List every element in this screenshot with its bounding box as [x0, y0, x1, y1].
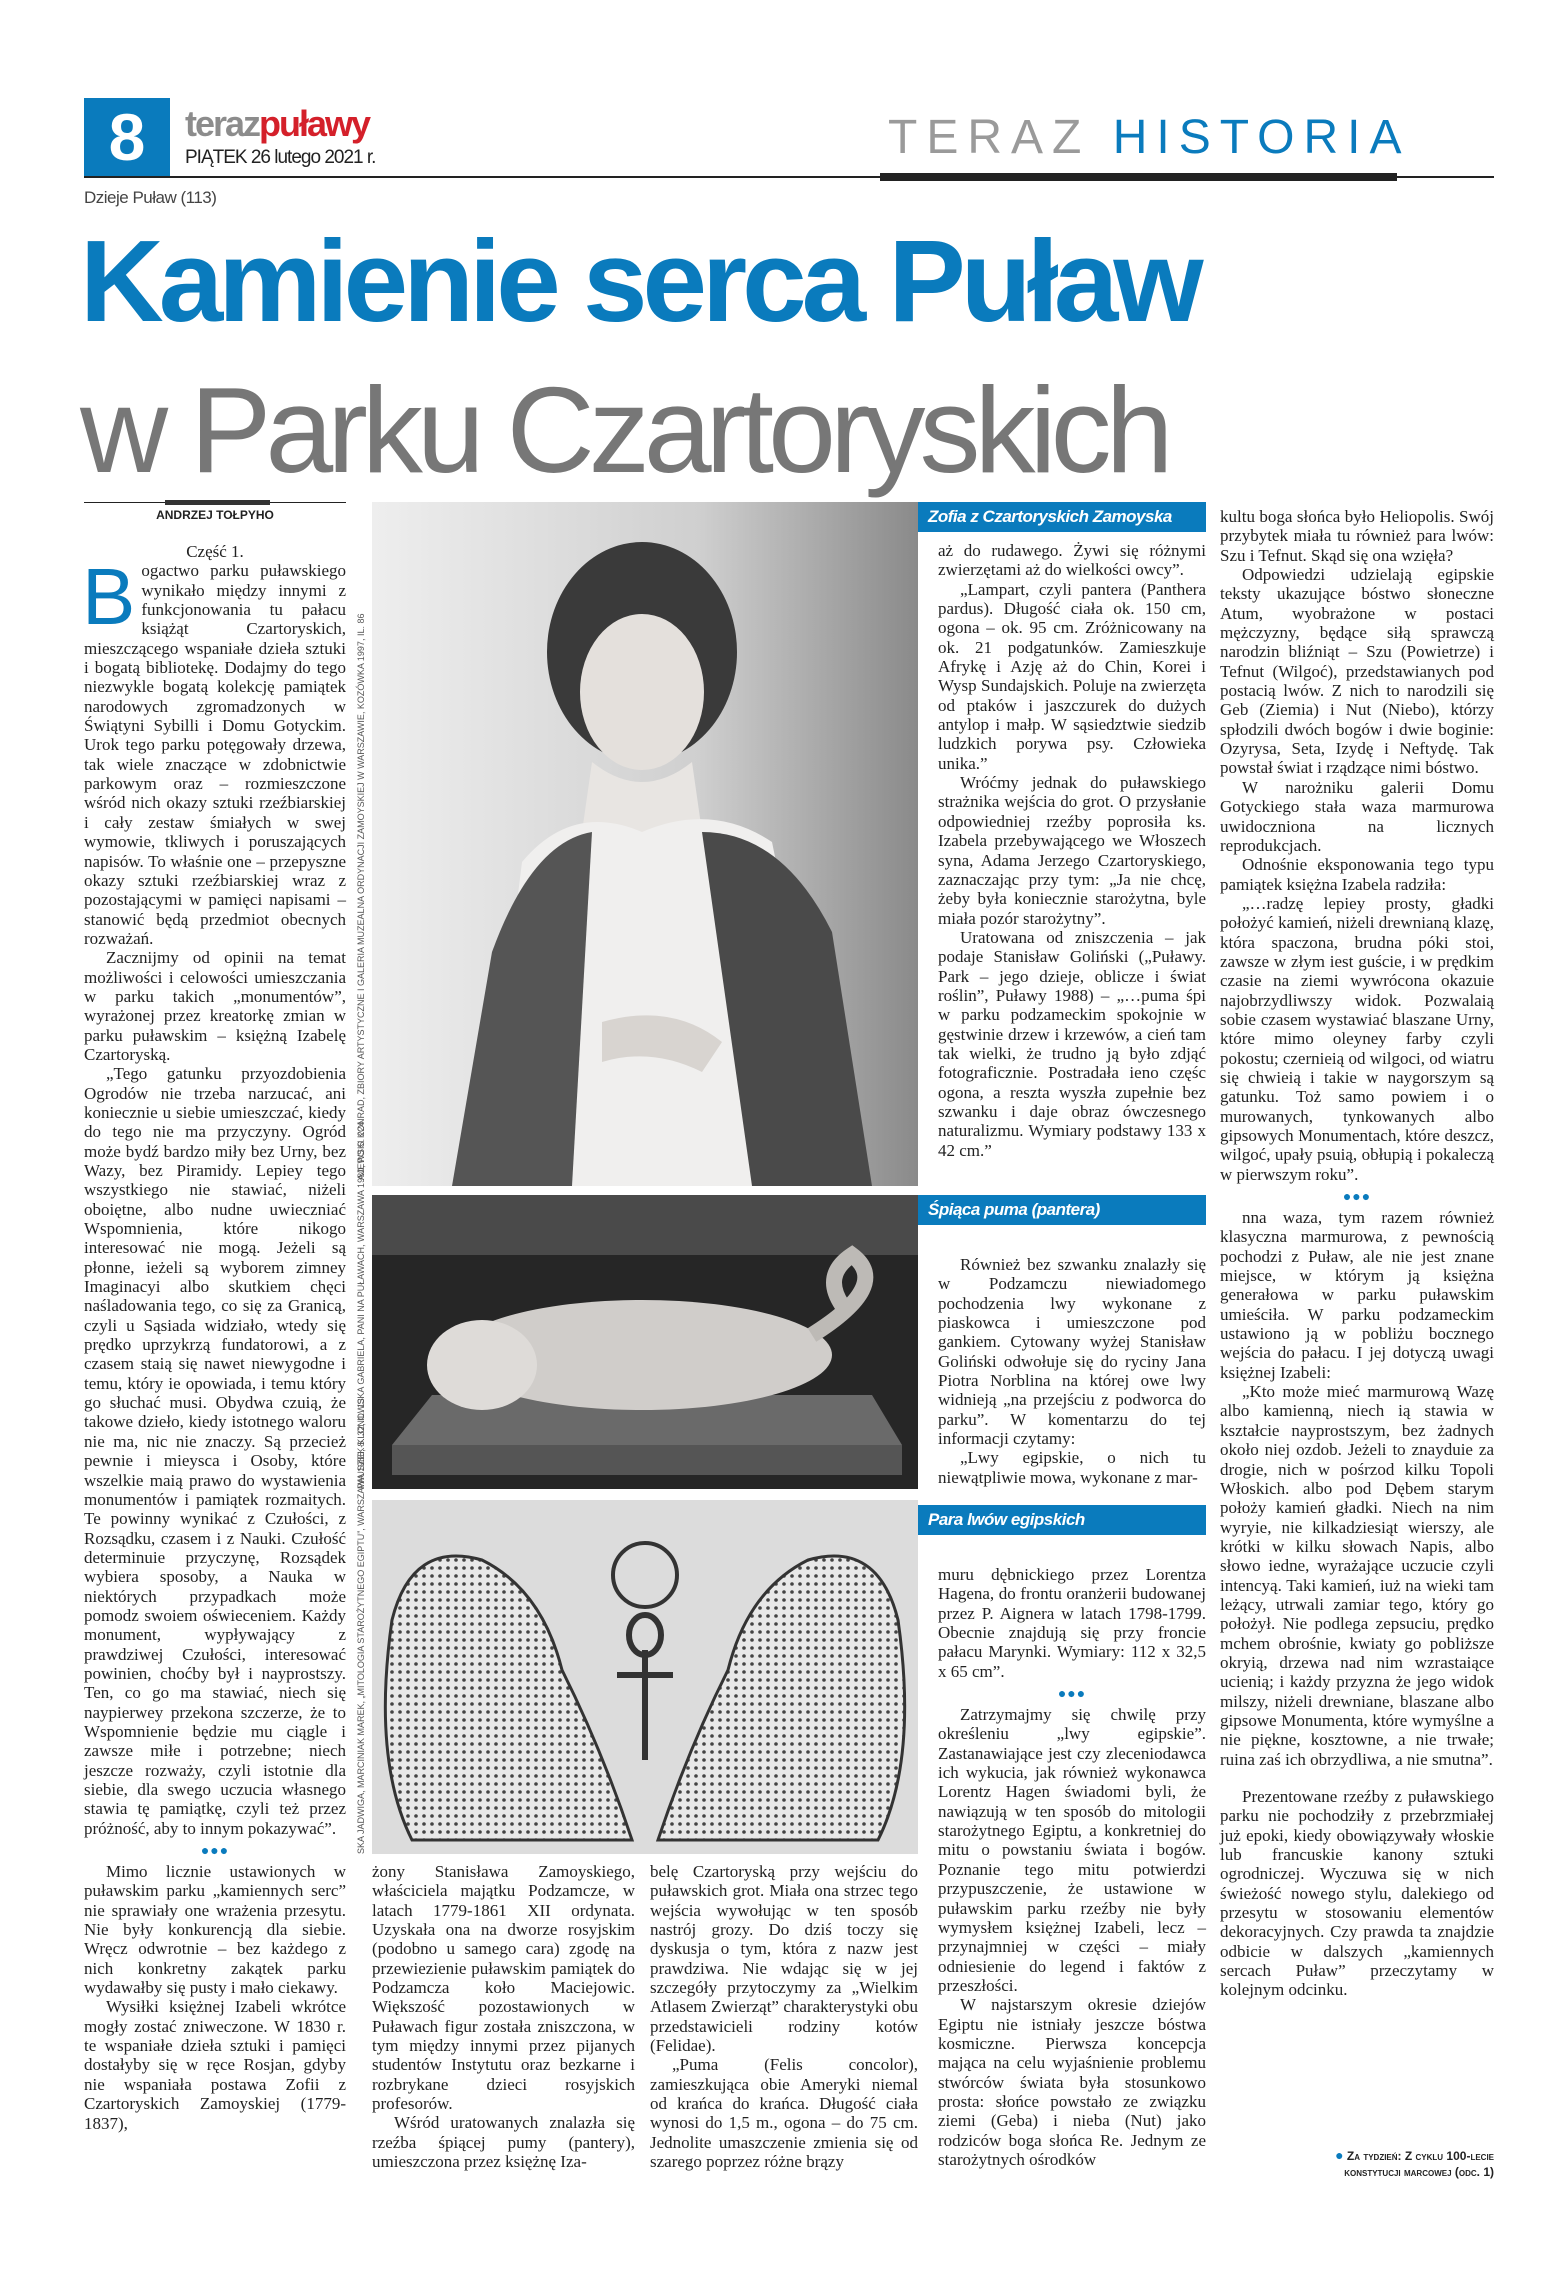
quote-paragraph: „…radzę lepiey prosty, gładki położyć kamień, niżeli drewnianą klazę, która spaczona, brudna póki stoi, zawsze w złym iest guście, i w prędkim czasie na ziemi wywrócona okazuie najobrzydliwszy widok. Pozwalaią sobie czasem wystawiać blaszane Urny, które mimo oleyney farby czyli pokostu; czernieią od wilgoci, od wiatru się chwieią i takie w naygorszym są gatunku. Toż samo powiem i o murowanych, tynkowanych albo gipsowych Monumentach, które deszcz, wilgoć, upały psuią, obłupią i pokaleczą w pierwszym roku”.	[1220, 893, 1494, 1184]
paragraph: kultu boga słońca było Heliopolis. Swój przybytek miała tu również para lwów: Szu i Tefnut. Skąd się ona wzięła?	[1220, 507, 1494, 565]
article-column-2b	[650, 1862, 918, 2172]
article-column-1	[84, 542, 346, 2133]
paragraph: Zatrzymajmy się chwilę przy określeniu „lwy egipskie”. Zastanawiające jest czy zleceniodawca ich wykucia, jak również wykonawca Lorentz Hagen świadomi byli, że nawiązują w ten sposób do mitologii starożytnego Egiptu, a konkretniej do mitu o powstaniu świata i bogów. Poznanie tego mitu potwierdzi przypuszczenie, że ustawione w puławskim parku rzeźby nie były wymysłem księżnej Izabeli, lecz – przynajmniej w części – miały odniesienie do legend i faktów z przeszłości.	[938, 1705, 1206, 1995]
portrait-image	[372, 502, 918, 1186]
puma-illustration	[372, 1195, 918, 1489]
teaser-line-1: Za tydzień: Z cyklu 100-lecie	[1346, 2149, 1494, 2163]
byline-bar	[165, 500, 270, 505]
newspaper-logo	[185, 104, 369, 144]
portrait-illustration	[372, 502, 918, 1186]
puma-image	[372, 1195, 918, 1489]
section-separator: ●●●	[1057, 1685, 1087, 1702]
image-caption: Para lwów egipskich	[918, 1505, 1206, 1535]
egyptian-lions-image	[372, 1500, 918, 1854]
image-credit: PAUSZEK-KLONOWSKA GABRIELA, PANI NA PUŁAWACH, WARSZAWA 1980, PO S. 224	[356, 1121, 366, 1489]
article-column-3-top	[938, 541, 1206, 1160]
paragraph: aż do rudawego. Żywi się różnymi zwierzętami aż do wielkości owcy”.	[938, 541, 1206, 580]
image-credit: AJEWSKI KONRAD, ZBIORY ARTYSTYCZNE I GALERIA MUZEALNA ORDYNACJI ZAMOYSKIEJ W WARSZAWIE, KOZÓWKA 1997, IL. 86	[356, 613, 366, 1180]
page-number: 8	[84, 98, 170, 176]
image-credit: SKA JADWIGA, MARCINIAK MAREK, „MITOLOGIA STAROŻYTNEGO EGIPTU”, WARSZAWA 1986, S. 32, IL. 13	[356, 1398, 366, 1854]
article-column-4	[1220, 507, 1494, 2000]
teaser-line-2: konstytucji marcowej (odc. 1)	[1344, 2165, 1494, 2179]
paragraph: Zacznijmy od opinii na temat możliwości i celowości umieszczania w parku takich „monumentów”, wyrażonej przez kreatorkę zmian w parku puławskim – księżną Izabelę Czartoryską.	[84, 948, 346, 1064]
drop-cap: B	[82, 552, 136, 642]
closing-paragraph: Prezentowane rzeźby z puławskiego parku nie pochodziły z przebrzmiałej już epoki, kiedy obowiązywały włoskie lub francuskie kanony sztuki ogrodniczej. Wyczuwa się w nich świeżość nowego stylu, dalekiego od przesytu w stosowaniu elementów dekoracyjnych. Czy prawda ta znajdzie odbicie w dalszych „kamiennych sercach Puław” przeczytamy w kolejnym odcinku.	[1220, 1787, 1494, 2000]
paragraph: żony Stanisława Zamoyskiego, właściciela majątku Podzamcze, w latach 1779-1861 XII ordynata. Uzyskała ona na dworze rosyjskim (podobno u samego cara) zgodę na przewiezienie puławskim pamiątek do Podzamcza koło Maciejowic. Większość pozostawionych w Puławach figur została zniszczona, w tym między innymi przez pijanych studentów Instytutu oraz bezkarne i rozbrykane dzieci rosyjskich profesorów.	[372, 1862, 635, 2114]
article-title: Kamienie serca Puław	[80, 216, 1199, 346]
section-separator: ●●●	[200, 1842, 230, 1859]
paragraph: „Lampart, czyli pantera (Panthera pardus). Długość ciała ok. 150 cm, ogona – ok. 95 cm. Zróżnicowany na ok. 21 podgatunków. Zamieszkuje Afrykę i Azję aż do Chin, Korei i Wysp Sundajskich. Poluje na zwierzęta od ptaków i jaszczurek do dużych antylop i małp. W sąsiedztwie siedzib ludzkich porywa psy. Człowieka unika.”	[938, 579, 1206, 773]
article-column-2	[372, 1862, 635, 2172]
image-caption: Zofia z Czartoryskich Zamoyska	[918, 502, 1206, 532]
paragraph: belę Czartoryską przy wejściu do puławskich grot. Miała ona strzec tego wejścia wywołując w ten sposób nastrój grozy. Do dziś toczy się dyskusja o tym, która z nazw jest prawdziwa. Nie wdając się w jej szczegóły przytoczymy za „Wielkim Atlasem Zwierząt” charakterystyki obu przedstawicieli rodziny kotów (Felidae).	[650, 1862, 918, 2056]
paragraph: nna waza, tym razem również klasyczna marmurowa, z pewnością pochodzi z Puław, ale nie jest znane miejsce, w którym ją księżna generałowa w parku puławskim umieściła. W parku podzameckim ustawiono ją w pobliżu bocznego wejścia do pałacu. I jej dotyczą uwagi księżnej Izabeli:	[1220, 1208, 1494, 1382]
paragraph: Mimo licznie ustawionych w puławskim parku „kamiennych serc” nie sprawiały one wrażenia przesytu. Nie były konkurencją dla siebie. Wręcz odwrotnie – bez każdego z nich konkretny zakątek parku wydawałby się pusty i mało ciekawy.	[84, 1862, 346, 1998]
article-subtitle: w Parku Czartoryskich	[80, 362, 1168, 498]
next-week-teaser	[1335, 2147, 1494, 2180]
paragraph: Odnośnie eksponowania tego typu pamiątek księżna Izabela radziła:	[1220, 855, 1494, 894]
section-title	[888, 110, 1411, 166]
lions-illustration	[372, 1500, 918, 1854]
author-byline: ANDRZEJ TOŁPYHO	[156, 508, 274, 522]
quote-paragraph: „Tego gatunku przyozdobienia Ogrodów nie trzeba narzucać, ani koniecznie u siebie umieszczać, kiedy do tego nie ma przyczyny. Ogród może bydź bardzo miły bez Urny, bez Wazy, bez Piramidy. Lepiey tego wszystkiego nie stawiać, niżeli oboiętne, albo nudne uwieczniać Wspomnienia, które nikogo interesować nie mogą. Jeżeli są płonne, ieżeli są wyborem zimney Imaginacyi albo skutkiem chęci naśladowania tego, co się za Granicą, czyli u Sąsiada widziało, wtedy się prędko uprzykrzą fundatorowi, a z czasem staią się nawet niewygodne i temu, który ie opowiada, i temu który go słuchać musi. Obydwa czuią, że takowe dzieło, kiedy istotnego waloru nie ma, nic nie znaczy. Są przecież pewnie i mieysca i Osoby, które wszelkie maią prawo do wystawienia monumentów i pamiątek rozmaitych. Te powinny wynikać z Czułości, z Rozsądku, czasem i z Nauki. Czułość determinuie przyczynę, Rozsądek wybiera sposoby, a Nauka w niektórych przypadkach może pomodz swoiem oświeceniem. Każdy monument, wypływający z prawdziwej Czułości, interesować powinien, choćby był i nayprostszy. Ten, co go ma stawiać, niech się naypierwey przekona szczerze, że to Wspomnienie będzie mu ciągle i zawsze miłe i potrzebne; niech jeszcze rozważy, czyli istotnie dla siebie, dla swego uczucia własnego stawia tę pamiątkę, czyli też przez próżność, aby to innym pokazywać”.	[84, 1064, 346, 1838]
paragraph: Uratowana od zniszczenia – jak podaje Stanisław Goliński („Puławy. Park – jego dzieje, oblicze i świat roślin”, Puławy 1988) – „…puma śpi w parku podzameckim spokojnie w gęstwinie drzew i krzewów, a cień tam tak wielki, że trudno ją było zdjąć fotograficznie. Postradała ieno częśc ogona, a reszta wyszła zupełnie bez szwanku i daje obraz ówczesnego naturalizmu. Wymiary podstawy 133 x 42 cm.”	[938, 927, 1206, 1160]
article-column-3-bottom	[938, 1565, 1206, 2169]
paragraph: muru dębnickiego przez Lorentza Hagena, do frontu oranżerii budowanej przez P. Aignera w latach 1798-1799. Obecnie znajdują się przy froncie pałacu Marynki. Wymiary: 112 x 32,5 x 65 cm”.	[938, 1565, 1206, 1681]
paragraph: W narożniku galerii Domu Gotyckiego stała waza marmurowa uwidoczniona na licznych reprodukcjach.	[1220, 777, 1494, 855]
series-kicker: Dzieje Puław (113)	[84, 188, 217, 207]
section-underline	[880, 173, 1397, 181]
logo-part-pulawy: puławy	[259, 103, 370, 144]
paragraph: Wróćmy jednak do puławskiego strażnika wejścia do grot. O przysłanie odpowiedniej rzeźby poprosiła ks. Izabela przebywającego we Włoszech syna, Adama Jerzego Czartoryskiego, zaznaczając przy tym: „Ja nie chcę, żeby była koniecznie starożytna, byle miała pozór starożytny”.	[938, 773, 1206, 928]
section-separator: ●●●	[1342, 1188, 1372, 1205]
section-title-teraz: TERAZ	[888, 111, 1091, 164]
lead-paragraph	[82, 552, 346, 948]
part-label: Część 1.	[186, 542, 244, 561]
paragraph: W najstarszym okresie dziejów Egiptu nie istniały jeszcze bóstwa kosmiczne. Pierwsza koncepcja mająca na celu wyjaśnienie problemu stwórców świata była stosunkowo prosta: słońce powstało ze związku ziemi (Geba) i nieba (Nut) jako rodziców boga słońca Re. Jednym ze starożytnych ośrodków	[938, 1995, 1206, 2169]
bullet-icon: ●	[1335, 2147, 1344, 2163]
paragraph: Również bez szwanku znalazły się w Podzamczu niewiadomego pochodzenia lwy wykonane z piaskowca i umieszczone pod gankiem. Cytowany wyżej Stanisław Goliński odwołuje się do ryciny Jana Piotra Norblina na której owe lwy widnieją „na przejściu z podworca do parku”. W komentarzu do tej informacji czytamy:	[938, 1255, 1206, 1449]
paragraph: Wśród uratowanych znalazła się rzeźba śpiącej pumy (pantery), umieszczona przez księżnę Iza-	[372, 2113, 635, 2172]
paragraph: „Lwy egipskie, o nich tu niewątpliwie mowa, wykonane z mar-	[938, 1448, 1206, 1487]
paragraph: „Puma (Felis concolor), zamieszkująca obie Ameryki niemal od krańca do krańca. Długość ciała wynosi do 1,5 m., ogona – do 75 cm. Jednolite umaszczenie zmienia się od szarego poprzez różne brązy	[650, 2055, 918, 2172]
article-column-3-middle	[938, 1255, 1206, 1487]
issue-date: PIĄTEK 26 lutego 2021 r.	[185, 147, 376, 168]
quote-paragraph: „Kto może mieć marmurową Wazę albo kamienną, niech ią stawia w kształcie nayprostszym, bez żadnych około niej ozdob. Jeżeli to znayduie za drogie, nich w pośrzod kilku Topoli Włoskich. albo pod Dębem starym położy kamień gładki. Niech na nim wyryie, nie kilkadziesiąt wierszy, ale krótki w kilku słowach Napis, albo słowo iedne, wyrażające uczucie czyli intencyą. Taki kamień, iuż na wieki tam leżący, utrwali zamiar tego, który go położył. Nie podlega zepsuciu, prędko mchem obrośnie, kwiaty go pobliższe okryią, drzewa nad nim wzrastaiące ucienią; i każdy przyzna że jego widok milszy, niżeli drewniane, blaszane albo gipsowe Monumenta, które wymyślne a nie piękne, kosztowne, a nie trwałe; ruina zaś ich obrzydliwa, a nie smutna”.	[1220, 1382, 1494, 1769]
paragraph: Odpowiedzi udzielają egipskie teksty ukazujące bóstwo słoneczne Atum, wyobrażone w postaci mężczyzny, będące siłą sprawczą narodzin bliźniąt – Szu (Powietrze) i Tefnut (Wilgoć), przedstawianych pod postacią lwów. Z nich to narodzili się Geb (Ziemia) i Nut (Niebo), którzy spłodzili dwóch bogów i dwie boginie: Ozyrysa, Seta, Izydę i Neftydę. Tak powstał świat i rządzące nimi bóstwo.	[1220, 565, 1494, 778]
lead-text: ogactwo parku puławskiego wynikało między innymi z funkcjonowania tu pałacu książąt Czartoryskich, mieszczącego wspaniałe dzieła sztuki i bogatą bibliotekę. Dodajmy do tego niezwykle bogatą kolekcję pamiątek narodowych zgromadzonych w Świątyni Sybilli i Domu Gotyckim. Urok tego parku potęgowały drzewa, tak wiele znaczące w zdobnictwie parkowym oraz – rozmieszczone wśród nich okazy sztuki rzeźbiarskiej i cały zestaw śmiałych w swej wymowie, tkliwych i poruszających napisów. To właśnie one – przepyszne okazy sztuki rzeźbiarskiej wraz z pozostającymi w pamięci napisami – stanowić będą przedmiot obecnych rozważań.	[84, 561, 346, 948]
logo-part-teraz: teraz	[185, 103, 260, 144]
paragraph: Wysiłki księżnej Izabeli wkrótce mogły zostać zniweczone. W 1830 r. te wspaniałe dzieła sztuki i pamięci dostałyby się w ręce Rosjan, gdyby nie wspaniała postawa Zofii z Czartoryskich Zamoyskiej (1779-1837),	[84, 1997, 346, 2133]
section-title-historia: HISTORIA	[1112, 111, 1411, 164]
image-caption: Śpiąca puma (pantera)	[918, 1195, 1206, 1225]
